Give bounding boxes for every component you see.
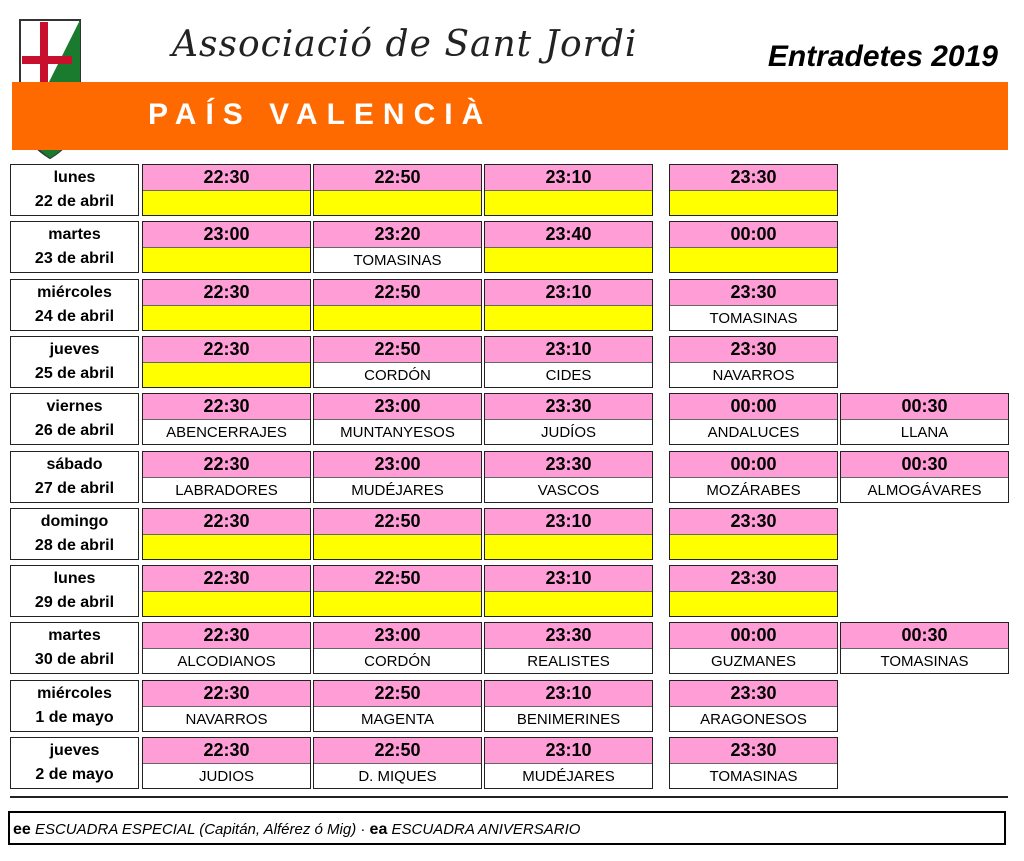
- day-cell: [10, 164, 139, 216]
- time-slot: [142, 336, 311, 388]
- legend-ea-code: ea: [369, 821, 388, 838]
- time-slot: [484, 279, 653, 331]
- day-name: miércoles: [37, 685, 112, 702]
- slot-group-name: MUDÉJARES: [351, 482, 444, 499]
- slot-time: 22:50: [314, 566, 481, 592]
- slot-time: 23:30: [485, 452, 652, 478]
- time-slot: [142, 737, 311, 789]
- time-slot: [484, 565, 653, 617]
- legend-ee-code: ee: [13, 821, 31, 838]
- time-slot: [669, 164, 838, 216]
- legend-ea-text: ESCUADRA ANIVERSARIO: [391, 821, 581, 838]
- legend-separator: ·: [360, 821, 366, 838]
- time-slot: [313, 221, 482, 273]
- slot-time: 22:30: [143, 509, 310, 535]
- time-slot: [313, 393, 482, 445]
- day-name: martes: [48, 627, 101, 644]
- slot-time: 23:30: [670, 280, 837, 306]
- slot-time: 22:50: [314, 738, 481, 764]
- legend: [8, 811, 1006, 845]
- slot-empty: [670, 248, 837, 272]
- time-slot: [484, 737, 653, 789]
- time-slot: [669, 508, 838, 560]
- slot-empty: [485, 592, 652, 616]
- time-slot: [142, 508, 311, 560]
- slot-group-name: ALCODIANOS: [177, 653, 276, 670]
- time-slot: [840, 393, 1009, 445]
- slot-group-name: ARAGONESOS: [700, 711, 807, 728]
- slot-time: 23:00: [314, 452, 481, 478]
- day-date: 29 de abril: [34, 594, 115, 611]
- time-slot: [484, 508, 653, 560]
- slot-empty: [143, 248, 310, 272]
- time-slot: [142, 393, 311, 445]
- day-name: miércoles: [37, 284, 112, 301]
- slot-empty: [143, 535, 310, 559]
- slot-time: 23:10: [485, 738, 652, 764]
- slot-time: 23:30: [670, 566, 837, 592]
- day-cell: [10, 451, 139, 503]
- slot-time: 22:30: [143, 452, 310, 478]
- slot-time: 23:10: [485, 566, 652, 592]
- time-slot: [484, 680, 653, 732]
- slot-time: 23:30: [670, 165, 837, 191]
- time-slot: [484, 164, 653, 216]
- day-name: lunes: [53, 570, 96, 587]
- slot-group-name: MOZÁRABES: [706, 482, 801, 499]
- time-slot: [669, 279, 838, 331]
- slot-group-name: TOMASINAS: [709, 768, 798, 785]
- slot-group-name: CORDÓN: [364, 367, 431, 384]
- slot-time: 23:10: [485, 509, 652, 535]
- slot-empty: [314, 306, 481, 330]
- slot-group-name: LABRADORES: [175, 482, 278, 499]
- day-date: 22 de abril: [34, 193, 115, 210]
- slot-empty: [485, 535, 652, 559]
- day-cell: [10, 393, 139, 445]
- slot-time: 22:30: [143, 566, 310, 592]
- slot-empty: [670, 535, 837, 559]
- organization-name: Associació de Sant Jordi: [172, 24, 638, 65]
- slot-group-name: LLANA: [900, 424, 949, 441]
- day-date: 24 de abril: [34, 308, 115, 325]
- day-cell: [10, 221, 139, 273]
- time-slot: [669, 680, 838, 732]
- time-slot: [142, 279, 311, 331]
- day-cell: [10, 336, 139, 388]
- day-date: 27 de abril: [34, 480, 115, 497]
- day-cell: [10, 279, 139, 331]
- slot-time: 23:10: [485, 280, 652, 306]
- slot-time: 00:30: [841, 394, 1008, 420]
- time-slot: [669, 451, 838, 503]
- day-date: 25 de abril: [34, 365, 115, 382]
- day-cell: [10, 737, 139, 789]
- slot-empty: [143, 191, 310, 215]
- day-cell: [10, 508, 139, 560]
- slot-time: 22:30: [143, 738, 310, 764]
- slot-group-name: ABENCERRAJES: [166, 424, 287, 441]
- time-slot: [484, 221, 653, 273]
- slot-group-name: MUNTANYESOS: [340, 424, 455, 441]
- slot-time: 22:50: [314, 280, 481, 306]
- slot-time: 23:40: [485, 222, 652, 248]
- time-slot: [484, 451, 653, 503]
- slot-time: 22:30: [143, 165, 310, 191]
- slot-empty: [670, 592, 837, 616]
- time-slot: [313, 279, 482, 331]
- slot-time: 00:30: [841, 452, 1008, 478]
- slot-empty: [485, 248, 652, 272]
- time-slot: [669, 565, 838, 617]
- time-slot: [840, 451, 1009, 503]
- slot-group-name: JUDÍOS: [540, 424, 596, 441]
- time-slot: [142, 164, 311, 216]
- slot-time: 23:30: [670, 681, 837, 707]
- slot-group-name: TOMASINAS: [709, 310, 798, 327]
- slot-time: 23:00: [314, 394, 481, 420]
- time-slot: [142, 451, 311, 503]
- slot-time: 23:30: [485, 623, 652, 649]
- time-slot: [669, 737, 838, 789]
- day-cell: [10, 565, 139, 617]
- day-name: jueves: [49, 341, 100, 358]
- slot-group-name: ALMOGÁVARES: [867, 482, 982, 499]
- slot-group-name: TOMASINAS: [880, 653, 969, 670]
- slot-empty: [314, 592, 481, 616]
- slot-group-name: TOMASINAS: [353, 252, 442, 269]
- slot-empty: [485, 191, 652, 215]
- slot-group-name: D. MIQUES: [358, 768, 437, 785]
- slot-time: 00:30: [841, 623, 1008, 649]
- slot-time: 22:30: [143, 394, 310, 420]
- slot-time: 00:00: [670, 222, 837, 248]
- slot-group-name: MUDÉJARES: [522, 768, 615, 785]
- region-banner: [12, 82, 1008, 150]
- slot-empty: [143, 306, 310, 330]
- time-slot: [669, 336, 838, 388]
- slot-group-name: GUZMANES: [710, 653, 796, 670]
- time-slot: [313, 737, 482, 789]
- day-name: martes: [48, 226, 101, 243]
- slot-group-name: JUDIOS: [198, 768, 254, 785]
- day-name: lunes: [53, 169, 96, 186]
- time-slot: [840, 622, 1009, 674]
- divider: [10, 796, 1008, 798]
- slot-time: 23:00: [143, 222, 310, 248]
- slot-group-name: MAGENTA: [360, 711, 435, 728]
- region-banner-text: PAÍS VALENCIÀ: [148, 98, 493, 131]
- slot-time: 00:00: [670, 452, 837, 478]
- slot-empty: [670, 191, 837, 215]
- day-date: 30 de abril: [34, 651, 115, 668]
- time-slot: [484, 393, 653, 445]
- slot-time: 23:10: [485, 337, 652, 363]
- slot-time: 23:00: [314, 623, 481, 649]
- time-slot: [142, 680, 311, 732]
- slot-time: 22:30: [143, 623, 310, 649]
- day-date: 2 de mayo: [35, 766, 114, 783]
- day-date: 28 de abril: [34, 537, 115, 554]
- time-slot: [313, 336, 482, 388]
- time-slot: [669, 393, 838, 445]
- slot-time: 23:30: [485, 394, 652, 420]
- day-name: jueves: [49, 742, 100, 759]
- time-slot: [313, 508, 482, 560]
- slot-time: 23:30: [670, 337, 837, 363]
- slot-time: 22:30: [143, 280, 310, 306]
- day-name: viernes: [46, 398, 103, 415]
- time-slot: [313, 622, 482, 674]
- time-slot: [142, 565, 311, 617]
- slot-time: 23:10: [485, 681, 652, 707]
- slot-group-name: CIDES: [545, 367, 592, 384]
- slot-time: 23:30: [670, 509, 837, 535]
- document-title: Entradetes 2019: [767, 40, 998, 73]
- slot-time: 00:00: [670, 394, 837, 420]
- slot-time: 22:30: [143, 681, 310, 707]
- slot-group-name: NAVARROS: [185, 711, 268, 728]
- time-slot: [313, 164, 482, 216]
- legend-ee-text: ESCUADRA ESPECIAL (Capitán, Alférez ó Mig): [34, 821, 357, 838]
- day-date: 23 de abril: [34, 250, 115, 267]
- slot-time: 22:50: [314, 337, 481, 363]
- slot-time: 22:30: [143, 337, 310, 363]
- day-name: sábado: [46, 456, 103, 473]
- day-date: 1 de mayo: [35, 709, 114, 726]
- time-slot: [313, 565, 482, 617]
- day-date: 26 de abril: [34, 422, 115, 439]
- time-slot: [669, 221, 838, 273]
- slot-group-name: NAVARROS: [712, 367, 795, 384]
- day-cell: [10, 622, 139, 674]
- time-slot: [484, 622, 653, 674]
- time-slot: [313, 451, 482, 503]
- slot-empty: [143, 363, 310, 387]
- slot-time: 23:20: [314, 222, 481, 248]
- slot-time: 22:50: [314, 681, 481, 707]
- time-slot: [142, 221, 311, 273]
- slot-time: 22:50: [314, 509, 481, 535]
- time-slot: [669, 622, 838, 674]
- slot-time: 23:30: [670, 738, 837, 764]
- slot-group-name: CORDÓN: [364, 653, 431, 670]
- slot-empty: [314, 535, 481, 559]
- slot-time: 23:10: [485, 165, 652, 191]
- slot-group-name: BENIMERINES: [516, 711, 621, 728]
- slot-empty: [143, 592, 310, 616]
- slot-group-name: REALISTES: [527, 653, 610, 670]
- time-slot: [142, 622, 311, 674]
- time-slot: [484, 336, 653, 388]
- slot-group-name: VASCOS: [537, 482, 600, 499]
- slot-group-name: ANDALUCES: [707, 424, 800, 441]
- time-slot: [313, 680, 482, 732]
- slot-time: 00:00: [670, 623, 837, 649]
- day-name: domingo: [40, 513, 109, 530]
- slot-empty: [314, 191, 481, 215]
- slot-empty: [485, 306, 652, 330]
- day-cell: [10, 680, 139, 732]
- slot-time: 22:50: [314, 165, 481, 191]
